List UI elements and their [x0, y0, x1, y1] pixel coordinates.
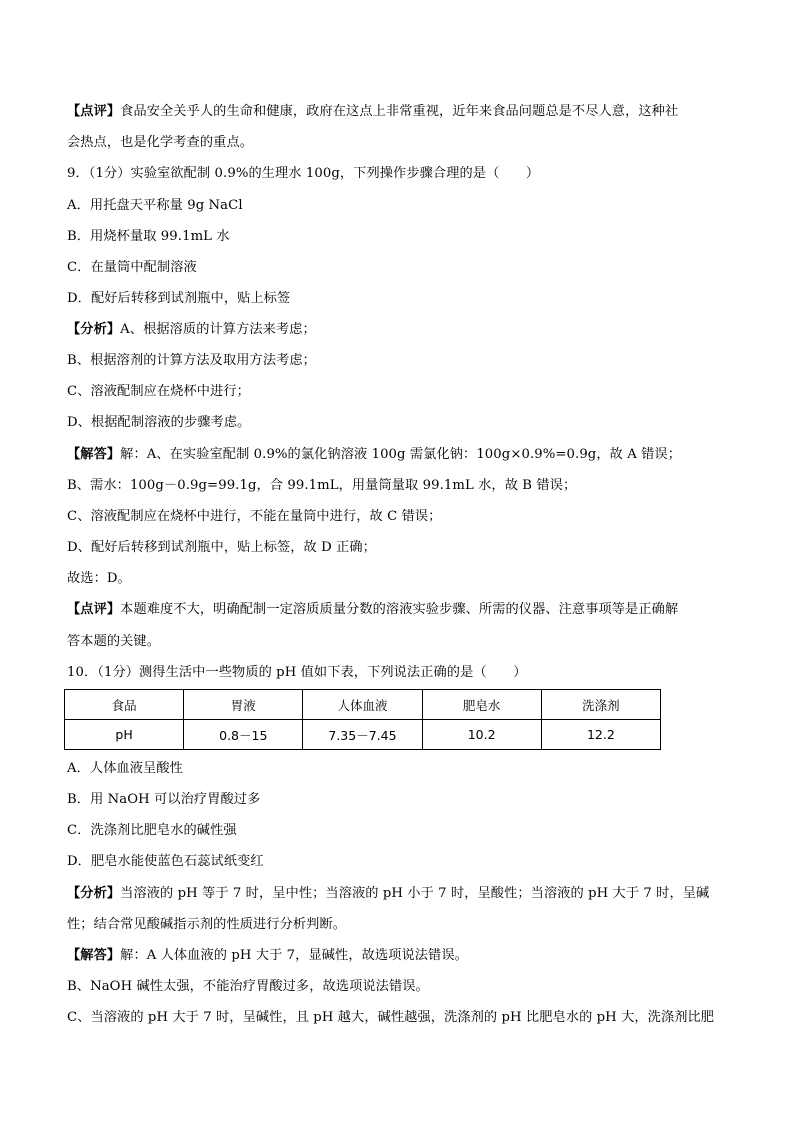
- table-cell: 12.2: [541, 720, 660, 750]
- ph-table: [64, 689, 661, 750]
- option-a: A．人体血液呈酸性: [67, 761, 183, 776]
- option-b: B．用 NaOH 可以治疗胃酸过多: [67, 792, 261, 807]
- question-10: 10．（1分）测得生活中一些物质的 pH 值如下表，下列说法正确的是（ ）: [67, 665, 527, 680]
- option-d: D．配好后转移到试剂瓶中，贴上标签: [67, 291, 291, 306]
- table-cell: 人体血液: [303, 690, 422, 720]
- text-line: 【分析】A、根据溶质的计算方法来考虑；: [67, 322, 316, 337]
- table-cell: 10.2: [422, 720, 541, 750]
- label-tag: 【解答】: [67, 447, 121, 462]
- text-line: C、溶液配制应在烧杯中进行，不能在量筒中进行，故 C 错误；: [67, 509, 442, 524]
- text-line: 会热点，也是化学考查的重点。: [67, 135, 254, 150]
- text-line: 【点评】食品安全关乎人的生命和健康，政府在这点上非常重视，近年来食品问题总是不尽人意，这种社: [67, 104, 679, 119]
- text-line: C、当溶液的 pH 大于 7 时，呈碱性，且 pH 越大，碱性越强，洗涤剂的 pH 比肥皂水的 pH 大，洗涤剂比肥: [67, 1010, 715, 1025]
- text-line: 性；结合常见酸碱指示剂的性质进行分析判断。: [67, 917, 347, 932]
- text-line: 【解答】解：A、在实验室配制 0.9%的氯化钠溶液 100g 需氯化钠：100g×0.9%=0.9g，故 A 错误；: [67, 447, 681, 462]
- label-tag: 【点评】: [67, 104, 121, 119]
- option-b: B．用烧杯量取 99.1mL 水: [67, 229, 230, 244]
- label-tag: 【点评】: [67, 602, 121, 617]
- table-header-row: [65, 690, 661, 720]
- text-line: B、需水：100g－0.9g=99.1g，合 99.1mL，用量筒量取 99.1mL 水，故 B 错误；: [67, 478, 577, 493]
- table-cell: 7.35－7.45: [303, 720, 422, 750]
- text-line: B、根据溶剂的计算方法及取用方法考虑；: [67, 353, 316, 368]
- text-line: 【分析】当溶液的 pH 等于 7 时，呈中性；当溶液的 pH 小于 7 时，呈酸性；当溶液的 pH 大于 7 时，呈碱: [67, 886, 710, 901]
- text-line: D、配好后转移到试剂瓶中，贴上标签，故 D 正确；: [67, 540, 376, 555]
- table-cell: 食品: [65, 690, 184, 720]
- text-line: B、NaOH 碱性太强，不能治疗胃酸过多，故选项说法错误。: [67, 979, 429, 994]
- label-tag: 【解答】: [67, 948, 121, 963]
- table-cell: pH: [65, 720, 184, 750]
- text-line: 【解答】解：A 人体血液的 pH 大于 7，显碱性，故选项说法错误。: [67, 948, 468, 963]
- option-c: C．在量筒中配制溶液: [67, 260, 197, 275]
- text-line: 【点评】本题难度不大，明确配制一定溶质质量分数的溶液实验步骤、所需的仪器、注意事项等是正确解: [67, 602, 679, 617]
- option-d: D．肥皂水能使蓝色石蕊试纸变红: [67, 854, 264, 869]
- label-tag: 【分析】: [67, 322, 121, 337]
- table-row: [65, 720, 661, 750]
- table-cell: 胃液: [184, 690, 303, 720]
- table-cell: 洗涤剂: [541, 690, 660, 720]
- question-9: 9．（1分）实验室欲配制 0.9%的生理水 100g，下列操作步骤合理的是（ ）: [67, 166, 540, 181]
- option-a: A．用托盘天平称量 9g NaCl: [67, 198, 243, 213]
- table-cell: 0.8－15: [184, 720, 303, 750]
- option-c: C．洗涤剂比肥皂水的碱性强: [67, 823, 237, 838]
- text-line: 故选：D。: [67, 571, 131, 586]
- text-line: D、根据配制溶液的步骤考虑。: [67, 415, 251, 430]
- text-line: C、溶液配制应在烧杯中进行；: [67, 384, 250, 399]
- text-line: 答本题的关键。: [67, 634, 161, 649]
- table-cell: 肥皂水: [422, 690, 541, 720]
- label-tag: 【分析】: [67, 886, 121, 901]
